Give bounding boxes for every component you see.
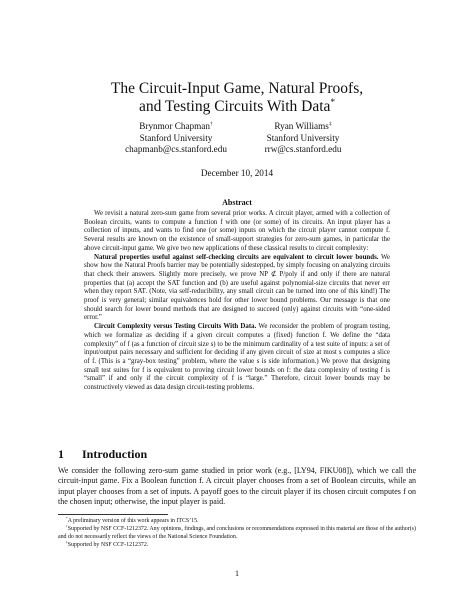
- abstract-paragraph-1: We revisit a natural zero-sum game from several prior works. A circuit player, armed with a collection of Boolean circuits, wants to compute a function f with one (or some) of its circuits. An input player has a collection of inputs, and wants to find one (or some) inputs on which the circuit player cannot compute f. Several results are known on the existence of small-support strategies for zero-sum games, in particular the above circuit-input game. We give two new applications of these classical results to circuit complexity:: [84, 210, 390, 252]
- footnote-1-mark: *: [66, 516, 68, 521]
- title-line-2-text: and Testing Circuits With Data: [138, 98, 331, 115]
- author-2: [228, 121, 378, 156]
- section-number: 1: [58, 447, 64, 461]
- title-line-2: [0, 98, 474, 116]
- section-heading: [58, 447, 147, 462]
- author-2-email: rrw@cs.stanford.edu: [264, 144, 342, 154]
- paper-date: December 10, 2014: [200, 168, 274, 178]
- abstract-paragraph-3: [84, 323, 390, 393]
- footnote-2: [58, 526, 416, 541]
- footnotes: [58, 518, 416, 551]
- footnote-2-text: Supported by NSF CCF-1212372. Any opinions, findings, and conclusions or recommendations expressed in this material are those of the author(s) and do not necessarily reflect the views of the National Science Foundation.: [58, 526, 416, 540]
- title-line-1: The Circuit-Input Game, Natural Proofs,: [110, 80, 364, 97]
- abstract-heading: Abstract: [222, 198, 252, 207]
- author-2-name-line: [228, 121, 378, 133]
- footnote-3-mark: ‡: [66, 540, 68, 545]
- abstract-paragraph-2-text: We show how the Natural Proofs barrier may be potentially sidestepped, by simply focusing on analyzing circuits that check their answers. Slightly more precisely, we prove NP ⊄ P/poly if and only if there are natural properties that (a) accept the SAT function and (b) are useful against polynomial-size circuits that never err when they report SAT. (Note, via self-reducibility, any small circuit can be turned into one of this kind!) The proof is very general; similar equivalences hold for other lower bound problems. Our message is that one should search for lower bound methods that are designed to succeed (only) against circuits with “one-sided error.”: [84, 253, 390, 322]
- author-2-affiliation: Stanford University: [266, 132, 340, 143]
- footnote-3: [58, 542, 416, 549]
- footnote-1-text: A preliminary version of this work appears in ITCS’15.: [67, 518, 199, 524]
- footnote-rule: [58, 514, 168, 515]
- abstract-paragraph-2-lead: Natural properties useful against self-checking circuits are equivalent to circuit lower bounds.: [94, 253, 379, 261]
- abstract-paragraph-3-text: We reconsider the problem of program testing, which we formalize as deciding if a given circuit computes a (fixed) function f. We define the “data complexity” of f (as a function of circuit size s) to be the minimum cardinality of a test suite of inputs: a set of input/output pairs necessary and sufficient for deciding if any given circuit of size at most s computes a slice of f. (This is a “gray-box testing” problem, where the value s is side information.) We prove that designing small test suites for f is equivalent to proving circuit lower bounds on f: the data complexity of testing f is “small” if and only if the circuit complexity of f is “large.” Therefore, circuit lower bounds may be constructively viewed as data design circuit-testing problems.: [84, 323, 391, 392]
- author-1-name: Brynmor Chapman: [139, 121, 210, 131]
- page-number: 1: [235, 569, 239, 578]
- title-footnote-mark: *: [330, 97, 336, 108]
- abstract-paragraph-2: [84, 254, 390, 324]
- footnote-3-text: Supported by NSF CCF-1212372.: [67, 542, 149, 549]
- section-title: Introduction: [82, 447, 148, 461]
- abstract-paragraph-3-lead: Circuit Complexity versus Testing Circuits With Data.: [94, 323, 257, 331]
- intro-paragraph: We consider the following zero-sum game studied in prior work (e.g., [LY94, FIKU08]), which we call the circuit-input game. Fix a Boolean function f. A circuit player chooses from a set of Boolean circuits, while an input player chooses from a set of inputs. A payoff goes to the circuit player if its chosen circuit computes f on the chosen input; otherwise, the input player is paid.: [58, 466, 416, 507]
- author-2-mark: ‡: [328, 120, 332, 127]
- author-1-mark: †: [209, 120, 213, 127]
- author-1-affiliation: Stanford University: [139, 132, 213, 143]
- author-block: [0, 121, 474, 161]
- author-1-email: chapmanb@cs.stanford.edu: [125, 144, 227, 154]
- author-2-name: Ryan Williams: [274, 121, 329, 131]
- footnote-2-mark: †: [66, 524, 68, 529]
- abstract-body: [84, 210, 390, 393]
- footnote-1: [58, 518, 416, 525]
- paper-title: [0, 80, 474, 116]
